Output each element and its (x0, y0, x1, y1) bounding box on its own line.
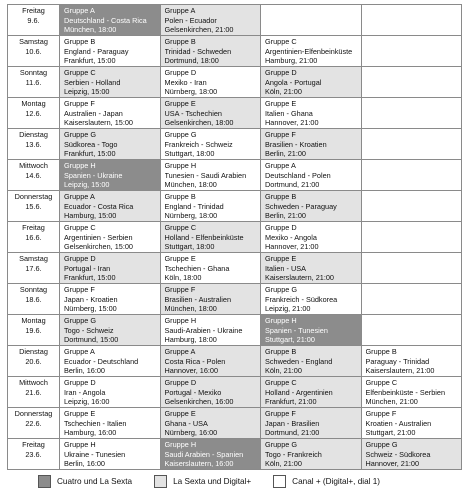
match-cell (361, 439, 462, 470)
legend-swatch (273, 475, 286, 488)
match-cell (160, 191, 261, 222)
match-teams: Schweiz - Südkorea (365, 449, 431, 459)
match-teams: Australien - Japan (64, 108, 123, 118)
weekday-label: Dienstag (19, 347, 48, 356)
day-cell (8, 377, 60, 408)
match-group: Gruppe F (365, 409, 397, 418)
match-teams: Argentinien-Elfenbeinküste (265, 46, 353, 56)
match-cell (160, 36, 261, 67)
match-group: Gruppe F (64, 285, 95, 294)
match-group: Gruppe H (64, 161, 96, 170)
match-cell (261, 346, 362, 377)
match-teams: Polen - Ecuador (164, 15, 217, 25)
match-teams: Paraguay - Trinidad (365, 356, 430, 366)
match-venue-time: Hamburg, 16:00 (64, 428, 117, 438)
match-cell (60, 98, 161, 129)
match-venue-time: Nürnberg, 15:00 (64, 304, 117, 314)
match-venue-time: Köln, 21:00 (265, 366, 302, 376)
day-row (8, 160, 462, 191)
weekday-label: Donnerstag (14, 409, 53, 418)
match-cell (60, 439, 161, 470)
match-cell (60, 160, 161, 191)
date-label: 14.6. (25, 170, 42, 180)
match-group: Gruppe C (365, 378, 398, 387)
match-group: Gruppe A (64, 347, 95, 356)
empty-slot (361, 253, 462, 284)
match-cell (60, 191, 161, 222)
day-row (8, 408, 462, 439)
match-teams: Japan - Brasilien (265, 418, 320, 428)
match-group: Gruppe D (164, 378, 197, 387)
match-teams: Tschechien - Italien (64, 418, 127, 428)
match-cell (261, 98, 362, 129)
match-venue-time: Kaiserslautern, 21:00 (365, 366, 435, 376)
date-label: 17.6. (25, 263, 42, 273)
match-cell (261, 377, 362, 408)
match-venue-time: Gelsenkirchen, 21:00 (164, 25, 234, 35)
day-row (8, 284, 462, 315)
match-group: Gruppe C (265, 37, 297, 46)
day-row (8, 191, 462, 222)
legend-label: Cuatro und La Sexta (57, 477, 133, 486)
weekday-label: Mittwoch (19, 378, 48, 387)
match-group: Gruppe D (64, 254, 96, 263)
match-group: Gruppe F (64, 99, 95, 108)
day-row (8, 346, 462, 377)
day-row (8, 253, 462, 284)
empty-slot (361, 284, 462, 315)
match-group: Gruppe A (64, 192, 95, 201)
date-label: 22.6. (25, 418, 42, 428)
match-teams: Deutschland - Polen (265, 170, 331, 180)
match-group: Gruppe H (164, 316, 197, 325)
match-cell (160, 284, 261, 315)
match-group: Gruppe D (64, 378, 96, 387)
day-cell (8, 439, 60, 470)
match-cell (361, 408, 462, 439)
match-teams: Costa Rica - Polen (164, 356, 226, 366)
empty-slot (361, 315, 462, 346)
match-group: Gruppe E (265, 254, 297, 263)
match-cell (361, 377, 462, 408)
match-venue-time: München, 18:00 (164, 304, 217, 314)
schedule-table (7, 4, 462, 470)
match-group: Gruppe G (164, 130, 197, 139)
match-venue-time: Köln, 18:00 (164, 273, 202, 283)
match-teams: Togo - Schweiz (64, 325, 114, 335)
match-cell (160, 98, 261, 129)
match-venue-time: Berlin, 21:00 (265, 211, 306, 221)
weekday-label: Samstag (19, 254, 48, 263)
date-label: 9.6. (27, 15, 40, 25)
match-venue-time: Nürnberg, 18:00 (164, 87, 218, 97)
match-cell (160, 160, 261, 191)
match-teams: Schweden - Paraguay (265, 201, 337, 211)
match-cell (60, 5, 161, 36)
match-venue-time: München, 18:00 (164, 180, 217, 190)
match-group: Gruppe E (265, 99, 297, 108)
day-cell (8, 284, 60, 315)
match-group: Gruppe B (164, 37, 196, 46)
weekday-label: Freitag (22, 223, 45, 232)
empty-slot (361, 191, 462, 222)
match-teams: Ukraine - Tunesien (64, 449, 126, 459)
match-teams: Frankreich - Schweiz (164, 139, 233, 149)
match-group: Gruppe D (265, 68, 297, 77)
date-label: 21.6. (25, 387, 42, 397)
match-venue-time: Hannover, 21:00 (265, 242, 319, 252)
date-label: 20.6. (25, 356, 42, 366)
match-cell (160, 129, 261, 160)
match-group: Gruppe F (265, 409, 296, 418)
match-venue-time: Kaiserslautern, 15:00 (64, 118, 133, 128)
date-label: 10.6. (25, 46, 42, 56)
match-teams: Mexiko - Iran (164, 77, 207, 87)
match-group: Gruppe A (164, 6, 196, 15)
match-venue-time: Berlin, 16:00 (64, 366, 105, 376)
match-group: Gruppe A (164, 347, 196, 356)
match-cell (361, 346, 462, 377)
day-cell (8, 315, 60, 346)
match-teams: Deutschland - Costa Rica (64, 15, 147, 25)
match-venue-time: München, 21:00 (365, 397, 418, 407)
date-label: 18.6. (25, 294, 42, 304)
empty-slot (361, 129, 462, 160)
match-group: Gruppe F (265, 130, 296, 139)
match-group: Gruppe E (164, 99, 196, 108)
match-cell (60, 36, 161, 67)
legend-swatch (38, 475, 51, 488)
match-teams: Ecuador - Deutschland (64, 356, 139, 366)
empty-slot (261, 5, 362, 36)
match-group: Gruppe D (265, 223, 297, 232)
match-venue-time: Hannover, 16:00 (164, 366, 219, 376)
match-venue-time: Gelsenkirchen, 16:00 (164, 397, 234, 407)
match-teams: Holland - Elfenbeinküste (164, 232, 244, 242)
match-venue-time: Nürnberg, 18:00 (164, 211, 218, 221)
match-venue-time: Frankfurt, 21:00 (265, 397, 317, 407)
match-venue-time: Kaiserslautern, 16:00 (164, 459, 234, 469)
match-teams: Holland - Argentinien (265, 387, 333, 397)
match-cell (261, 67, 362, 98)
match-group: Gruppe C (64, 68, 96, 77)
match-teams: Brasilien - Kroatien (265, 139, 327, 149)
match-teams: Spanien - Ukraine (64, 170, 123, 180)
weekday-label: Mittwoch (19, 161, 48, 170)
match-teams: Tschechien - Ghana (164, 263, 230, 273)
match-venue-time: Dortmund, 21:00 (265, 180, 320, 190)
match-venue-time: Dortmund, 18:00 (164, 56, 219, 66)
match-cell (60, 377, 161, 408)
match-cell (261, 439, 362, 470)
match-cell (261, 284, 362, 315)
legend-item (273, 475, 380, 488)
match-group: Gruppe B (64, 37, 96, 46)
day-row (8, 36, 462, 67)
match-teams: England - Trinidad (164, 201, 224, 211)
match-group: Gruppe A (265, 161, 296, 170)
match-cell (261, 222, 362, 253)
weekday-label: Donnerstag (14, 192, 53, 201)
match-group: Gruppe E (164, 254, 196, 263)
date-label: 15.6. (25, 201, 42, 211)
match-teams: Saudi Arabien - Spanien (164, 449, 244, 459)
match-teams: USA - Tschechien (164, 108, 222, 118)
day-row (8, 98, 462, 129)
match-venue-time: Hamburg, 15:00 (64, 211, 117, 221)
match-teams: Trinidad - Schweden (164, 46, 232, 56)
match-cell (261, 408, 362, 439)
match-venue-time: Gelsenkirchen, 15:00 (64, 242, 133, 252)
match-cell (261, 36, 362, 67)
match-group: Gruppe H (164, 440, 197, 449)
match-group: Gruppe G (265, 440, 298, 449)
match-venue-time: Leipzig, 15:00 (64, 180, 110, 190)
match-teams: Brasilien - Australien (164, 294, 232, 304)
day-cell (8, 160, 60, 191)
match-teams: Frankreich - Südkorea (265, 294, 338, 304)
day-row (8, 315, 462, 346)
match-teams: Serbien - Holland (64, 77, 121, 87)
match-teams: Angola - Portugal (265, 77, 322, 87)
weekday-label: Montag (21, 99, 46, 108)
match-cell (261, 253, 362, 284)
legend-swatch (154, 475, 167, 488)
empty-slot (361, 5, 462, 36)
match-cell (60, 315, 161, 346)
match-teams: Elfenbeinküste - Serbien (365, 387, 446, 397)
match-cell (160, 315, 261, 346)
match-cell (60, 67, 161, 98)
match-venue-time: Gelsenkirchen, 18:00 (164, 118, 234, 128)
match-venue-time: Leipzig, 15:00 (64, 87, 110, 97)
match-venue-time: Hannover, 21:00 (365, 459, 420, 469)
match-teams: Ghana - USA (164, 418, 208, 428)
match-teams: Kroatien - Australien (365, 418, 432, 428)
date-label: 11.6. (25, 77, 42, 87)
match-teams: Portugal - Iran (64, 263, 111, 273)
match-cell (261, 129, 362, 160)
empty-slot (361, 98, 462, 129)
match-venue-time: Köln, 21:00 (265, 459, 302, 469)
schedule-body (8, 5, 462, 470)
match-teams: Schweden - England (265, 356, 333, 366)
match-cell (160, 439, 261, 470)
empty-slot (361, 36, 462, 67)
match-venue-time: Dortmund, 21:00 (265, 428, 320, 438)
match-cell (160, 67, 261, 98)
legend-label: La Sexta und Digital+ (173, 477, 252, 486)
match-venue-time: Nürnberg, 16:00 (164, 428, 218, 438)
match-cell (60, 346, 161, 377)
match-teams: Ecuador - Costa Rica (64, 201, 134, 211)
day-cell (8, 129, 60, 160)
match-venue-time: Dortmund, 15:00 (64, 335, 119, 345)
day-row (8, 129, 462, 160)
day-cell (8, 253, 60, 284)
day-cell (8, 36, 60, 67)
match-venue-time: Köln, 21:00 (265, 87, 302, 97)
match-venue-time: Frankfurt, 15:00 (64, 149, 116, 159)
match-venue-time: Hamburg, 21:00 (265, 56, 318, 66)
weekday-label: Sonntag (19, 285, 48, 294)
match-cell (160, 377, 261, 408)
match-group: Gruppe E (164, 409, 196, 418)
match-venue-time: Kaiserslautern, 21:00 (265, 273, 334, 283)
weekday-label: Dienstag (19, 130, 48, 139)
date-label: 16.6. (25, 232, 42, 242)
match-cell (160, 346, 261, 377)
match-cell (160, 222, 261, 253)
match-group: Gruppe C (164, 223, 197, 232)
match-cell (60, 253, 161, 284)
match-venue-time: Stuttgart, 18:00 (164, 242, 215, 252)
legend-item (154, 475, 251, 488)
match-group: Gruppe C (64, 223, 96, 232)
match-venue-time: Hamburg, 18:00 (164, 335, 217, 345)
match-group: Gruppe G (64, 130, 97, 139)
match-cell (160, 253, 261, 284)
match-teams: Tunesien - Saudi Arabien (164, 170, 247, 180)
legend-label: Canal + (Digital+, dial 1) (292, 477, 381, 486)
match-venue-time: Berlin, 16:00 (64, 459, 105, 469)
match-teams: England - Paraguay (64, 46, 129, 56)
match-teams: Argentinien - Serbien (64, 232, 133, 242)
match-group: Gruppe B (365, 347, 397, 356)
match-group: Gruppe B (265, 192, 297, 201)
legend-item (38, 475, 132, 488)
day-cell (8, 5, 60, 36)
weekday-label: Freitag (22, 6, 45, 15)
match-venue-time: München, 18:00 (64, 25, 117, 35)
day-row (8, 439, 462, 470)
day-row (8, 5, 462, 36)
match-group: Gruppe H (164, 161, 197, 170)
match-cell (261, 160, 362, 191)
match-cell (160, 5, 261, 36)
match-venue-time: Leipzig, 16:00 (64, 397, 110, 407)
empty-slot (361, 67, 462, 98)
match-group: Gruppe G (64, 316, 97, 325)
match-venue-time: Hannover, 21:00 (265, 118, 319, 128)
day-cell (8, 222, 60, 253)
legend (38, 475, 380, 488)
day-row (8, 67, 462, 98)
match-teams: Portugal - Mexiko (164, 387, 222, 397)
match-venue-time: Stuttgart, 21:00 (365, 428, 416, 438)
match-group: Gruppe C (265, 378, 297, 387)
match-group: Gruppe D (164, 68, 197, 77)
match-teams: Südkorea - Togo (64, 139, 118, 149)
match-venue-time: Stuttgart, 21:00 (265, 335, 315, 345)
day-row (8, 222, 462, 253)
weekday-label: Samstag (19, 37, 48, 46)
match-teams: Togo - Frankreich (265, 449, 322, 459)
match-group: Gruppe H (64, 440, 96, 449)
day-cell (8, 67, 60, 98)
match-teams: Mexiko - Angola (265, 232, 317, 242)
date-label: 13.6. (25, 139, 42, 149)
match-teams: Italien - Ghana (265, 108, 313, 118)
match-cell (60, 284, 161, 315)
match-venue-time: Frankfurt, 15:00 (64, 273, 116, 283)
date-label: 12.6. (25, 108, 42, 118)
date-label: 19.6. (25, 325, 42, 335)
day-cell (8, 346, 60, 377)
date-label: 23.6. (25, 449, 42, 459)
match-group: Gruppe B (164, 192, 196, 201)
match-cell (261, 315, 362, 346)
match-cell (60, 408, 161, 439)
match-group: Gruppe G (265, 285, 298, 294)
match-teams: Iran - Angola (64, 387, 106, 397)
match-group: Gruppe H (265, 316, 297, 325)
match-teams: Japan - Kroatien (64, 294, 118, 304)
match-venue-time: Stuttgart, 18:00 (164, 149, 215, 159)
empty-slot (361, 160, 462, 191)
match-group: Gruppe B (265, 347, 297, 356)
match-cell (261, 191, 362, 222)
day-cell (8, 191, 60, 222)
match-cell (160, 408, 261, 439)
match-venue-time: Berlin, 21:00 (265, 149, 306, 159)
match-teams: Italien - USA (265, 263, 306, 273)
match-group: Gruppe F (164, 285, 196, 294)
day-cell (8, 408, 60, 439)
match-group: Gruppe A (64, 6, 95, 15)
weekday-label: Montag (21, 316, 46, 325)
match-venue-time: Leipzig, 21:00 (265, 304, 311, 314)
match-cell (60, 129, 161, 160)
empty-slot (361, 222, 462, 253)
match-group: Gruppe E (64, 409, 96, 418)
match-group: Gruppe G (365, 440, 398, 449)
match-teams: Saudi-Arabien - Ukraine (164, 325, 243, 335)
day-cell (8, 98, 60, 129)
match-cell (60, 222, 161, 253)
weekday-label: Sonntag (19, 68, 48, 77)
match-venue-time: Frankfurt, 15:00 (64, 56, 116, 66)
match-teams: Spanien - Tunesien (265, 325, 328, 335)
day-row (8, 377, 462, 408)
weekday-label: Freitag (22, 440, 45, 449)
